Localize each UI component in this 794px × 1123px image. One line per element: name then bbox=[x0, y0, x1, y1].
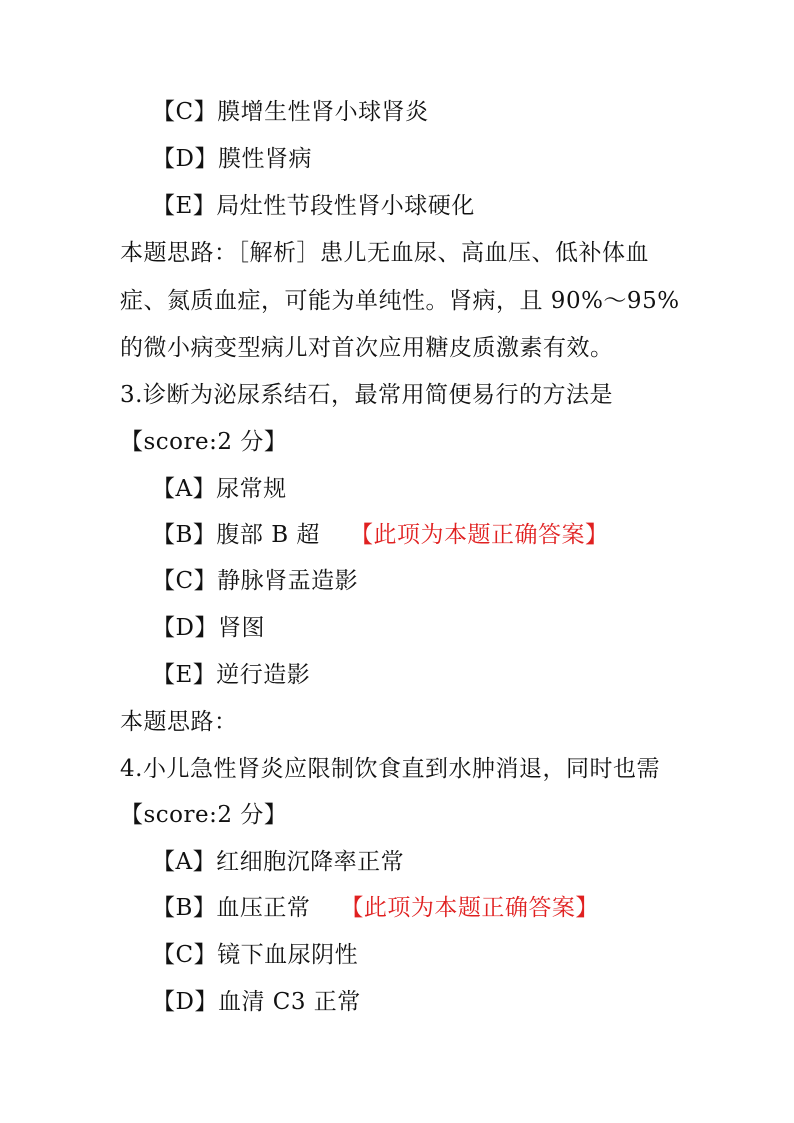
option-c bbox=[152, 97, 712, 127]
option-label: 【A】 bbox=[152, 849, 217, 875]
option-text: 血压正常 bbox=[216, 895, 311, 921]
option-text: 腹部 B 超 bbox=[216, 522, 320, 548]
analysis-line-2: 症、氮质血症，可能为单纯性。肾病，且 90%～95% bbox=[120, 288, 680, 314]
question-3-analysis: 本题思路： bbox=[120, 709, 238, 735]
option-text: 血清 C3 正常 bbox=[217, 989, 361, 1015]
q3-option-c bbox=[152, 566, 712, 596]
question-3-score: 【score:2 分】 bbox=[120, 429, 288, 455]
analysis-line-3: 的微小病变型病儿对首次应用糖皮质激素有效。 bbox=[120, 335, 614, 361]
option-text: 静脉肾盂造影 bbox=[217, 568, 359, 594]
q3-option-d bbox=[152, 613, 712, 643]
question-4-text: 4.小儿急性肾炎应限制饮食直到水肿消退，同时也需 bbox=[120, 756, 660, 782]
q4-option-a bbox=[152, 847, 712, 877]
option-d bbox=[152, 144, 712, 174]
q3-option-b bbox=[152, 520, 712, 550]
q3-option-e bbox=[152, 660, 712, 690]
option-label: 【E】 bbox=[152, 193, 217, 219]
option-label: 【C】 bbox=[152, 99, 218, 125]
question-4-score: 【score:2 分】 bbox=[120, 802, 288, 828]
option-label: 【C】 bbox=[152, 568, 218, 594]
correct-answer-tag: 【此项为本题正确答案】 bbox=[349, 522, 609, 548]
option-label: 【B】 bbox=[152, 522, 217, 548]
analysis-line-1: 本题思路：［解析］患儿无血尿、高血压、低补体血 bbox=[120, 240, 649, 266]
option-e bbox=[152, 191, 712, 221]
option-text: 逆行造影 bbox=[216, 662, 311, 688]
option-label: 【D】 bbox=[152, 146, 218, 172]
option-label: 【B】 bbox=[152, 895, 217, 921]
option-text: 肾图 bbox=[217, 615, 265, 641]
q4-option-d bbox=[152, 987, 712, 1017]
q4-option-b bbox=[152, 893, 712, 923]
question-3-text: 3.诊断为泌尿系结石，最常用简便易行的方法是 bbox=[120, 382, 613, 408]
option-label: 【A】 bbox=[152, 476, 217, 502]
option-text: 红细胞沉降率正常 bbox=[216, 849, 405, 875]
option-text: 膜增生性肾小球肾炎 bbox=[217, 99, 429, 125]
option-label: 【E】 bbox=[152, 662, 217, 688]
option-label: 【D】 bbox=[152, 989, 218, 1015]
correct-answer-tag: 【此项为本题正确答案】 bbox=[340, 895, 599, 921]
q3-option-a bbox=[152, 474, 712, 504]
option-text: 局灶性节段性肾小球硬化 bbox=[216, 193, 475, 219]
option-text: 膜性肾病 bbox=[217, 146, 312, 172]
option-label: 【C】 bbox=[152, 942, 218, 968]
option-text: 镜下血尿阴性 bbox=[217, 942, 359, 968]
q4-option-c bbox=[152, 940, 712, 970]
option-label: 【D】 bbox=[152, 615, 218, 641]
option-text: 尿常规 bbox=[216, 476, 287, 502]
